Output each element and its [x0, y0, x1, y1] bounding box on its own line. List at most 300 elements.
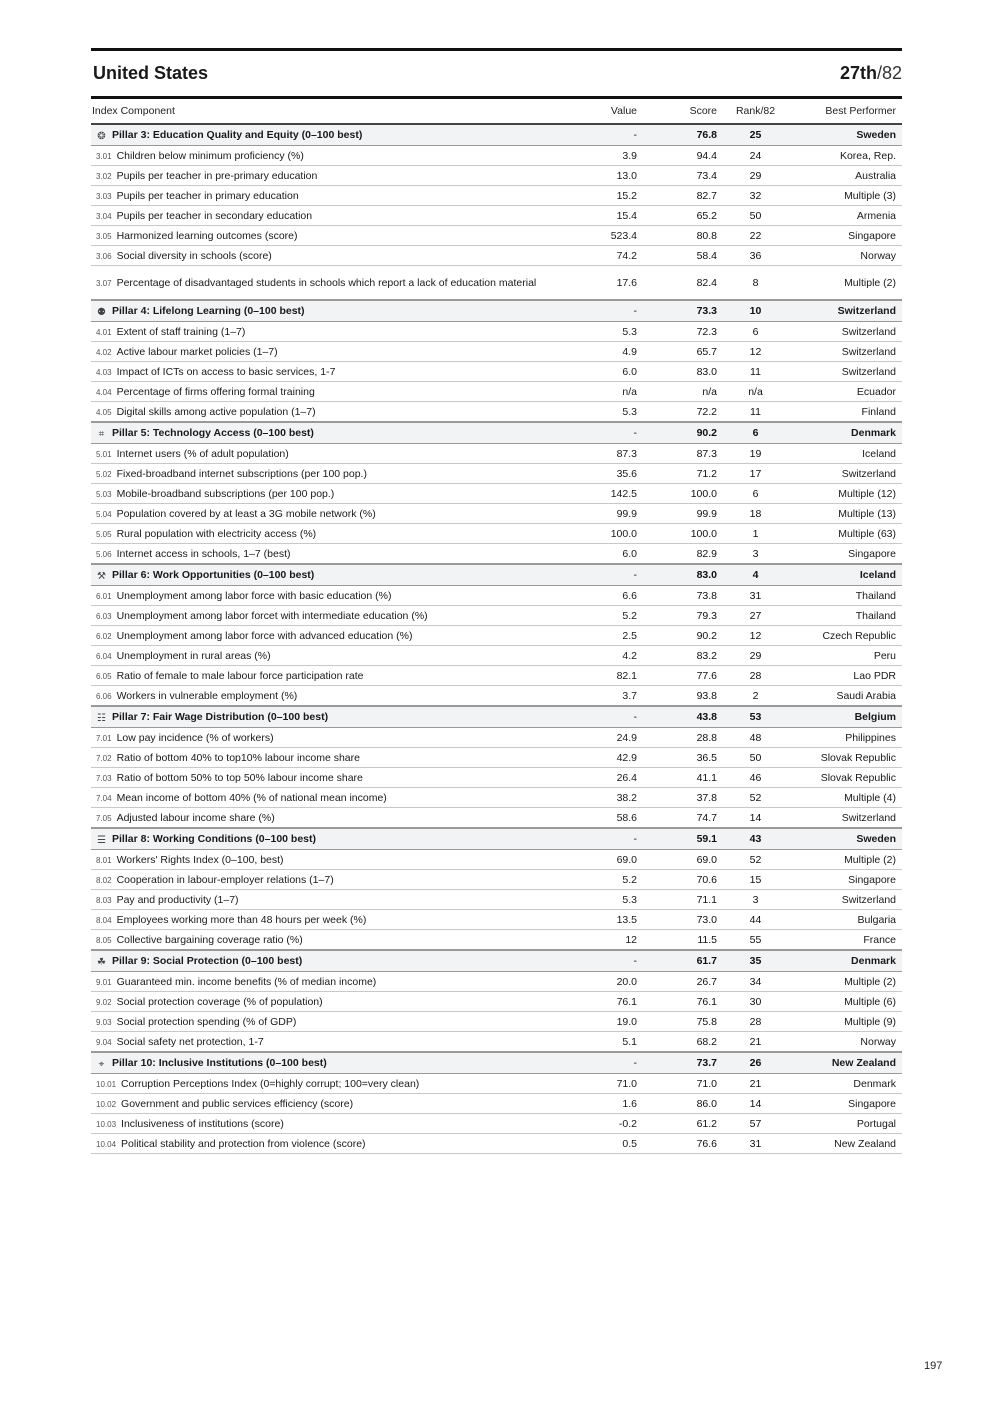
table-row [91, 1094, 902, 1114]
table-row [91, 646, 902, 666]
pillar-row [91, 828, 902, 850]
column-header-rank: Rank/82 [723, 99, 788, 124]
component-score: 69.0 [643, 850, 723, 870]
component-value: n/a [561, 382, 643, 402]
component-score: 71.0 [643, 1074, 723, 1094]
component-rank: 12 [723, 342, 788, 362]
component-label: Ratio of bottom 40% to top10% labour income share [116, 751, 360, 764]
pillar-score: 61.7 [643, 950, 723, 972]
rank-number: 27th [839, 62, 877, 83]
component-name [91, 748, 561, 768]
component-score: 41.1 [643, 768, 723, 788]
component-value: 17.6 [561, 266, 643, 301]
component-code: 3.04 [96, 211, 112, 221]
network-icon: ⌗ [98, 428, 105, 440]
component-value: 0.5 [561, 1134, 643, 1154]
pillar-label: Pillar 8: Working Conditions (0–100 best) [112, 832, 317, 845]
component-name [91, 992, 561, 1012]
pillar-rank: 43 [723, 828, 788, 850]
pillar-value: - [561, 1052, 643, 1074]
component-name [91, 666, 561, 686]
component-score: 82.7 [643, 186, 723, 206]
wrench-icon: ⚒ [97, 570, 106, 582]
component-code: 4.01 [96, 327, 112, 337]
component-score: n/a [643, 382, 723, 402]
component-best-performer: Multiple (13) [788, 504, 902, 524]
component-rank: 32 [723, 186, 788, 206]
component-code: 4.05 [96, 407, 112, 417]
component-code: 6.06 [96, 691, 112, 701]
component-score: 79.3 [643, 606, 723, 626]
component-code: 10.02 [96, 1099, 117, 1109]
component-best-performer: Australia [788, 166, 902, 186]
pillar-score: 90.2 [643, 422, 723, 444]
table-row [91, 146, 902, 166]
component-rank: 34 [723, 972, 788, 992]
component-rank: n/a [723, 382, 788, 402]
component-score: 87.3 [643, 444, 723, 464]
component-value: -0.2 [561, 1114, 643, 1134]
component-label: Ratio of bottom 50% to top 50% labour income share [116, 771, 363, 784]
component-score: 74.7 [643, 808, 723, 829]
pillar-best-performer: Belgium [788, 706, 902, 728]
component-label: Mean income of bottom 40% (% of national mean income) [116, 791, 387, 804]
component-label: Social protection spending (% of GDP) [116, 1015, 297, 1028]
component-name [91, 606, 561, 626]
pillar-value: - [561, 422, 643, 444]
component-code: 10.04 [96, 1139, 117, 1149]
component-value: 42.9 [561, 748, 643, 768]
component-name [91, 206, 561, 226]
component-best-performer: Singapore [788, 1094, 902, 1114]
component-score: 61.2 [643, 1114, 723, 1134]
table-row [91, 226, 902, 246]
component-code: 8.02 [96, 875, 112, 885]
component-label: Government and public services efficiency (score) [121, 1097, 354, 1110]
table-row [91, 342, 902, 362]
table-row [91, 166, 902, 186]
component-value: 13.0 [561, 166, 643, 186]
component-best-performer: Portugal [788, 1114, 902, 1134]
component-score: 94.4 [643, 146, 723, 166]
component-rank: 3 [723, 890, 788, 910]
component-best-performer: Singapore [788, 870, 902, 890]
component-score: 83.0 [643, 362, 723, 382]
component-label: Active labour market policies (1–7) [116, 345, 278, 358]
component-best-performer: Korea, Rep. [788, 146, 902, 166]
component-value: 58.6 [561, 808, 643, 829]
component-code: 7.02 [96, 753, 112, 763]
table-row [91, 666, 902, 686]
component-score: 11.5 [643, 930, 723, 951]
column-header-value: Value [561, 99, 643, 124]
component-score: 73.8 [643, 586, 723, 606]
component-score: 58.4 [643, 246, 723, 266]
component-value: 15.2 [561, 186, 643, 206]
table-row [91, 382, 902, 402]
component-value: 76.1 [561, 992, 643, 1012]
table-row [91, 850, 902, 870]
component-rank: 6 [723, 322, 788, 342]
component-best-performer: Thailand [788, 606, 902, 626]
component-rank: 31 [723, 1134, 788, 1154]
component-value: 523.4 [561, 226, 643, 246]
component-label: Social protection coverage (% of population) [116, 995, 323, 1008]
component-rank: 22 [723, 226, 788, 246]
pillar-label: Pillar 5: Technology Access (0–100 best) [112, 426, 314, 439]
pillar-value: - [561, 564, 643, 586]
component-name [91, 1012, 561, 1032]
pillar-name [91, 706, 561, 728]
pillar-rank: 4 [723, 564, 788, 586]
component-score: 100.0 [643, 524, 723, 544]
component-label: Corruption Perceptions Index (0=highly corrupt; 100=very clean) [121, 1077, 420, 1090]
table-row [91, 930, 902, 951]
component-rank: 30 [723, 992, 788, 1012]
lightbulb-icon: ❂ [97, 130, 106, 142]
table-row [91, 464, 902, 484]
component-name [91, 686, 561, 707]
component-code: 5.05 [96, 529, 112, 539]
table-row [91, 1114, 902, 1134]
component-value: 15.4 [561, 206, 643, 226]
component-code: 5.02 [96, 469, 112, 479]
component-best-performer: Slovak Republic [788, 768, 902, 788]
pillar-label: Pillar 3: Education Quality and Equity (0–100 best) [112, 128, 363, 141]
component-rank: 15 [723, 870, 788, 890]
pillar-best-performer: Denmark [788, 422, 902, 444]
component-best-performer: Finland [788, 402, 902, 423]
table-row [91, 606, 902, 626]
pillar-name [91, 1052, 561, 1074]
component-label: Digital skills among active population (1–7) [116, 405, 316, 418]
component-rank: 2 [723, 686, 788, 707]
component-label: Unemployment among labor force with basic education (%) [116, 589, 392, 602]
component-value: 69.0 [561, 850, 643, 870]
component-name [91, 464, 561, 484]
component-code: 8.03 [96, 895, 112, 905]
component-code: 7.05 [96, 813, 112, 823]
table-row [91, 402, 902, 423]
component-value: 87.3 [561, 444, 643, 464]
table-row [91, 748, 902, 768]
component-score: 26.7 [643, 972, 723, 992]
pillar-row [91, 124, 902, 146]
table-row [91, 728, 902, 748]
pillar-best-performer: Sweden [788, 828, 902, 850]
component-score: 28.8 [643, 728, 723, 748]
component-label: Extent of staff training (1–7) [116, 325, 246, 338]
component-rank: 11 [723, 362, 788, 382]
component-label: Social diversity in schools (score) [116, 249, 272, 262]
component-best-performer: Singapore [788, 226, 902, 246]
component-rank: 14 [723, 1094, 788, 1114]
component-name [91, 402, 561, 423]
component-score: 37.8 [643, 788, 723, 808]
component-rank: 36 [723, 246, 788, 266]
component-best-performer: Switzerland [788, 342, 902, 362]
country-title: United States [93, 62, 209, 83]
component-code: 3.02 [96, 171, 112, 181]
component-score: 100.0 [643, 484, 723, 504]
pillar-row [91, 422, 902, 444]
component-best-performer: Multiple (2) [788, 972, 902, 992]
head-icon: ⚉ [97, 306, 106, 318]
component-rank: 8 [723, 266, 788, 301]
component-best-performer: Peru [788, 646, 902, 666]
component-name [91, 586, 561, 606]
pillar-value: - [561, 950, 643, 972]
component-best-performer: Multiple (63) [788, 524, 902, 544]
component-rank: 28 [723, 1012, 788, 1032]
component-rank: 52 [723, 788, 788, 808]
component-rank: 18 [723, 504, 788, 524]
table-row [91, 890, 902, 910]
component-rank: 50 [723, 748, 788, 768]
component-label: Harmonized learning outcomes (score) [116, 229, 298, 242]
component-name [91, 382, 561, 402]
component-name [91, 444, 561, 464]
component-code: 5.03 [96, 489, 112, 499]
component-score: 82.4 [643, 266, 723, 301]
component-score: 99.9 [643, 504, 723, 524]
pillar-row [91, 1052, 902, 1074]
component-label: Cooperation in labour-employer relations (1–7) [116, 873, 334, 886]
rank-total: /82 [876, 62, 902, 83]
component-best-performer: Norway [788, 246, 902, 266]
component-name [91, 910, 561, 930]
component-score: 68.2 [643, 1032, 723, 1053]
table-row [91, 186, 902, 206]
component-code: 5.06 [96, 549, 112, 559]
component-value: 82.1 [561, 666, 643, 686]
component-rank: 44 [723, 910, 788, 930]
component-best-performer: Switzerland [788, 322, 902, 342]
component-name [91, 788, 561, 808]
component-value: 24.9 [561, 728, 643, 748]
table-row [91, 1074, 902, 1094]
component-value: 12 [561, 930, 643, 951]
pillar-score: 59.1 [643, 828, 723, 850]
component-rank: 14 [723, 808, 788, 829]
table-row [91, 246, 902, 266]
component-value: 3.9 [561, 146, 643, 166]
component-name [91, 246, 561, 266]
pillar-best-performer: Switzerland [788, 300, 902, 322]
page-number: 197 [924, 1360, 943, 1372]
table-row [91, 504, 902, 524]
table-header [91, 99, 902, 124]
component-code: 9.01 [96, 977, 112, 987]
component-value: 35.6 [561, 464, 643, 484]
component-rank: 21 [723, 1074, 788, 1094]
component-rank: 24 [723, 146, 788, 166]
pillar-name [91, 422, 561, 444]
component-name [91, 266, 561, 301]
table-body [91, 124, 902, 1154]
pillar-value: - [561, 706, 643, 728]
component-name [91, 850, 561, 870]
component-value: 3.7 [561, 686, 643, 707]
component-name [91, 890, 561, 910]
component-value: 100.0 [561, 524, 643, 544]
component-name [91, 524, 561, 544]
component-name [91, 646, 561, 666]
pillar-label: Pillar 10: Inclusive Institutions (0–100 best) [112, 1056, 327, 1069]
component-score: 76.1 [643, 992, 723, 1012]
component-value: 6.0 [561, 362, 643, 382]
component-name [91, 1134, 561, 1154]
component-code: 5.01 [96, 449, 112, 459]
component-rank: 46 [723, 768, 788, 788]
pillar-score: 73.7 [643, 1052, 723, 1074]
pillar-rank: 6 [723, 422, 788, 444]
component-code: 3.03 [96, 191, 112, 201]
component-value: 5.2 [561, 870, 643, 890]
component-label: Mobile-broadband subscriptions (per 100 pop.) [116, 487, 335, 500]
component-name [91, 626, 561, 646]
component-label: Adjusted labour income share (%) [116, 811, 275, 824]
component-best-performer: Slovak Republic [788, 748, 902, 768]
component-name [91, 1032, 561, 1053]
pillar-rank: 26 [723, 1052, 788, 1074]
pillar-label: Pillar 7: Fair Wage Distribution (0–100 best) [112, 710, 329, 723]
component-name [91, 930, 561, 951]
component-score: 72.3 [643, 322, 723, 342]
component-rank: 17 [723, 464, 788, 484]
component-best-performer: Lao PDR [788, 666, 902, 686]
pillar-score: 76.8 [643, 124, 723, 146]
component-label: Pay and productivity (1–7) [116, 893, 239, 906]
component-label: Collective bargaining coverage ratio (%) [116, 933, 303, 946]
column-header-best: Best Performer [788, 99, 902, 124]
hands-icon: ☘ [97, 956, 106, 968]
component-rank: 11 [723, 402, 788, 423]
component-value: 19.0 [561, 1012, 643, 1032]
pillar-score: 83.0 [643, 564, 723, 586]
component-name [91, 728, 561, 748]
pillar-score: 43.8 [643, 706, 723, 728]
document-icon: ☰ [97, 834, 106, 846]
component-code: 4.02 [96, 347, 112, 357]
component-score: 36.5 [643, 748, 723, 768]
component-code: 3.07 [96, 278, 112, 288]
component-best-performer: Multiple (4) [788, 788, 902, 808]
component-name [91, 1094, 561, 1114]
component-name [91, 972, 561, 992]
component-score: 82.9 [643, 544, 723, 565]
component-value: 5.3 [561, 402, 643, 423]
component-best-performer: Multiple (9) [788, 1012, 902, 1032]
table-row [91, 686, 902, 707]
component-value: 4.2 [561, 646, 643, 666]
component-label: Social safety net protection, 1-7 [116, 1035, 264, 1048]
component-code: 5.04 [96, 509, 112, 519]
title-bar [91, 48, 902, 95]
component-score: 73.0 [643, 910, 723, 930]
component-value: 6.0 [561, 544, 643, 565]
component-best-performer: Multiple (2) [788, 266, 902, 301]
component-label: Unemployment among labor force with advanced education (%) [116, 629, 413, 642]
table-row [91, 870, 902, 890]
page [91, 48, 902, 1154]
component-label: Guaranteed min. income benefits (% of median income) [116, 975, 377, 988]
component-score: 72.2 [643, 402, 723, 423]
component-score: 65.7 [643, 342, 723, 362]
component-score: 80.8 [643, 226, 723, 246]
component-value: 5.1 [561, 1032, 643, 1053]
component-label: Pupils per teacher in pre-primary education [116, 169, 318, 182]
component-rank: 57 [723, 1114, 788, 1134]
pillar-rank: 25 [723, 124, 788, 146]
component-label: Workers in vulnerable employment (%) [116, 689, 298, 702]
component-code: 6.03 [96, 611, 112, 621]
component-label: Percentage of disadvantaged students in schools which report a lack of education material [116, 276, 537, 289]
component-label: Low pay incidence (% of workers) [116, 731, 274, 744]
component-best-performer: Czech Republic [788, 626, 902, 646]
column-header-score: Score [643, 99, 723, 124]
component-rank: 28 [723, 666, 788, 686]
pillar-score: 73.3 [643, 300, 723, 322]
component-label: Percentage of firms offering formal training [116, 385, 315, 398]
index-table [91, 99, 902, 1154]
component-label: Unemployment among labor forcet with intermediate education (%) [116, 609, 428, 622]
component-score: 70.6 [643, 870, 723, 890]
component-code: 9.04 [96, 1037, 112, 1047]
component-code: 6.01 [96, 591, 112, 601]
pillar-name [91, 950, 561, 972]
component-best-performer: Multiple (12) [788, 484, 902, 504]
component-best-performer: Switzerland [788, 362, 902, 382]
pillar-row [91, 300, 902, 322]
component-rank: 48 [723, 728, 788, 748]
component-value: 6.6 [561, 586, 643, 606]
component-value: 71.0 [561, 1074, 643, 1094]
component-rank: 1 [723, 524, 788, 544]
component-score: 90.2 [643, 626, 723, 646]
component-rank: 27 [723, 606, 788, 626]
component-best-performer: Ecuador [788, 382, 902, 402]
component-label: Internet users (% of adult population) [116, 447, 289, 460]
component-value: 2.5 [561, 626, 643, 646]
component-code: 3.06 [96, 251, 112, 261]
component-label: Political stability and protection from violence (score) [121, 1137, 366, 1150]
pillar-rank: 53 [723, 706, 788, 728]
pillar-name [91, 564, 561, 586]
component-best-performer: Iceland [788, 444, 902, 464]
component-best-performer: Philippines [788, 728, 902, 748]
table-row [91, 808, 902, 829]
component-score: 83.2 [643, 646, 723, 666]
component-code: 9.03 [96, 1017, 112, 1027]
component-name [91, 768, 561, 788]
component-label: Population covered by at least a 3G mobile network (%) [116, 507, 376, 520]
component-rank: 55 [723, 930, 788, 951]
component-score: 71.1 [643, 890, 723, 910]
table-row [91, 484, 902, 504]
component-best-performer: Multiple (2) [788, 850, 902, 870]
component-label: Inclusiveness of institutions (score) [121, 1117, 284, 1130]
component-name [91, 186, 561, 206]
pillar-best-performer: New Zealand [788, 1052, 902, 1074]
component-best-performer: Armenia [788, 206, 902, 226]
pillar-label: Pillar 4: Lifelong Learning (0–100 best) [112, 304, 305, 317]
component-rank: 19 [723, 444, 788, 464]
component-label: Pupils per teacher in primary education [116, 189, 299, 202]
pillar-rank: 35 [723, 950, 788, 972]
people-icon: ☷ [97, 712, 106, 724]
component-name [91, 166, 561, 186]
